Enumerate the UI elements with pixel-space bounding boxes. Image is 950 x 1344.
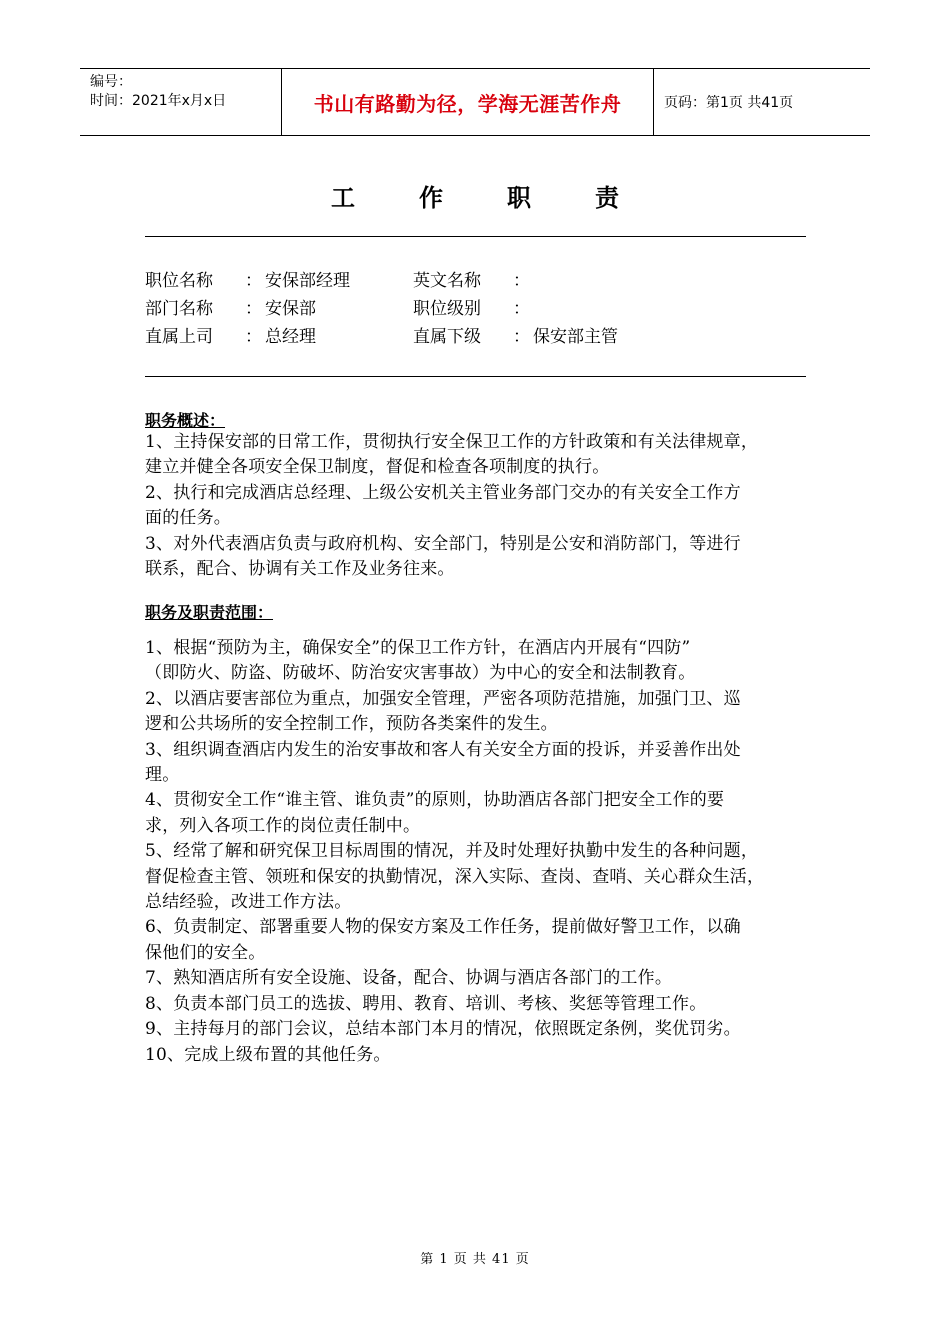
duties-line: 5、经常了解和研究保卫目标周围的情况，并及时处理好执勤中发生的各种问题，	[145, 841, 759, 862]
title-char: 责	[595, 183, 619, 212]
header-motto: 书山有路勤为径，学海无涯苦作舟	[282, 69, 654, 135]
info-label: 部门名称	[145, 299, 213, 319]
duties-body	[145, 636, 821, 1068]
info-label: 直属上司	[145, 327, 213, 347]
title-char: 工	[331, 183, 355, 212]
info-row	[145, 323, 618, 351]
title-char: 作	[419, 183, 443, 212]
info-colon: ：	[245, 271, 262, 291]
info-value: 安保部经理	[265, 271, 350, 291]
position-info	[145, 267, 618, 351]
overview-line: 1、主持保安部的日常工作，贯彻执行安全保卫工作的方针政策和有关法律规章，	[145, 432, 759, 452]
time-label: 时间：2021年x月x日	[90, 93, 227, 109]
overview-body	[145, 430, 821, 582]
overview-line: 建立并健全各项安全保卫制度，督促和检查各项制度的执行。	[145, 457, 610, 478]
overview-line: 2、执行和完成酒店总经理、上级公安机关主管业务部门交办的有关安全工作方	[145, 482, 741, 503]
duties-line: 10、完成上级布置的其他任务。	[145, 1044, 391, 1065]
page-footer: 第 1 页 共 41 页	[420, 1252, 530, 1267]
number-label: 编号：	[90, 74, 132, 90]
duties-line: 6、负责制定、部署重要人物的保安方案及工作任务，提前做好警卫工作，以确	[145, 917, 741, 938]
info-colon: ：	[513, 299, 530, 319]
duties-line: 保他们的安全。	[145, 942, 266, 963]
header-page-code: 页码：第1页 共41页	[664, 95, 794, 111]
info-label: 职位名称	[145, 271, 213, 291]
info-colon: ：	[245, 299, 262, 319]
info-row	[145, 267, 618, 295]
duties-line: 逻和公共场所的安全控制工作，预防各类案件的发生。	[145, 714, 558, 735]
overview-heading: 职务概述：	[145, 411, 226, 430]
title-char: 职	[507, 183, 531, 212]
info-colon: ：	[513, 271, 530, 291]
divider-bottom	[145, 376, 806, 377]
duties-line: 8、负责本部门员工的选拔、聘用、教育、培训、考核、奖惩等管理工作。	[145, 993, 707, 1014]
info-label: 直属下级	[413, 327, 481, 347]
duties-line: 3、组织调查酒店内发生的治安事故和客人有关安全方面的投诉，并妥善作出处	[145, 739, 741, 760]
duties-line: 督促检查主管、领班和保安的执勤情况，深入实际、查岗、查哨、关心群众生活，	[145, 866, 765, 887]
info-row	[145, 295, 618, 323]
info-value: 保安部主管	[533, 327, 618, 347]
header-meta	[80, 69, 282, 135]
info-colon: ：	[245, 327, 262, 347]
document-header	[80, 68, 870, 136]
duties-heading: 职务及职责范围：	[145, 603, 274, 622]
overview-line: 联系，配合、协调有关工作及业务往来。	[145, 559, 455, 580]
duties-line: 7、熟知酒店所有安全设施、设备，配合、协调与酒店各部门的工作。	[145, 968, 673, 989]
info-colon: ：	[513, 327, 530, 347]
duties-line: 4、贯彻安全工作“谁主管、谁负责”的原则，协助酒店各部门把安全工作的要	[145, 790, 725, 811]
duties-line: 总结经验，改进工作方法。	[145, 892, 352, 913]
info-value: 总经理	[265, 327, 316, 347]
duties-line: 1、根据“预防为主，确保安全”的保卫工作方针，在酒店内开展有“四防”	[145, 638, 691, 658]
info-label: 英文名称	[413, 271, 481, 291]
duties-line: 求，列入各项工作的岗位责任制中。	[145, 815, 421, 836]
duties-line: 理。	[145, 765, 180, 786]
duties-line: （即防火、防盗、防破坏、防治安灾害事故）为中心的安全和法制教育。	[145, 663, 696, 684]
overview-line: 3、对外代表酒店负责与政府机构、安全部门，特别是公安和消防部门，等进行	[145, 533, 741, 554]
info-label: 职位级别	[413, 299, 481, 319]
duties-line: 9、主持每月的部门会议，总结本部门本月的情况，依照既定条例，奖优罚劣。	[145, 1019, 741, 1040]
info-value: 安保部	[265, 299, 316, 319]
divider-top	[145, 236, 806, 237]
page-title	[145, 178, 805, 212]
overview-line: 面的任务。	[145, 508, 231, 529]
duties-line: 2、以酒店要害部位为重点，加强安全管理，严密各项防范措施，加强门卫、巡	[145, 688, 741, 709]
